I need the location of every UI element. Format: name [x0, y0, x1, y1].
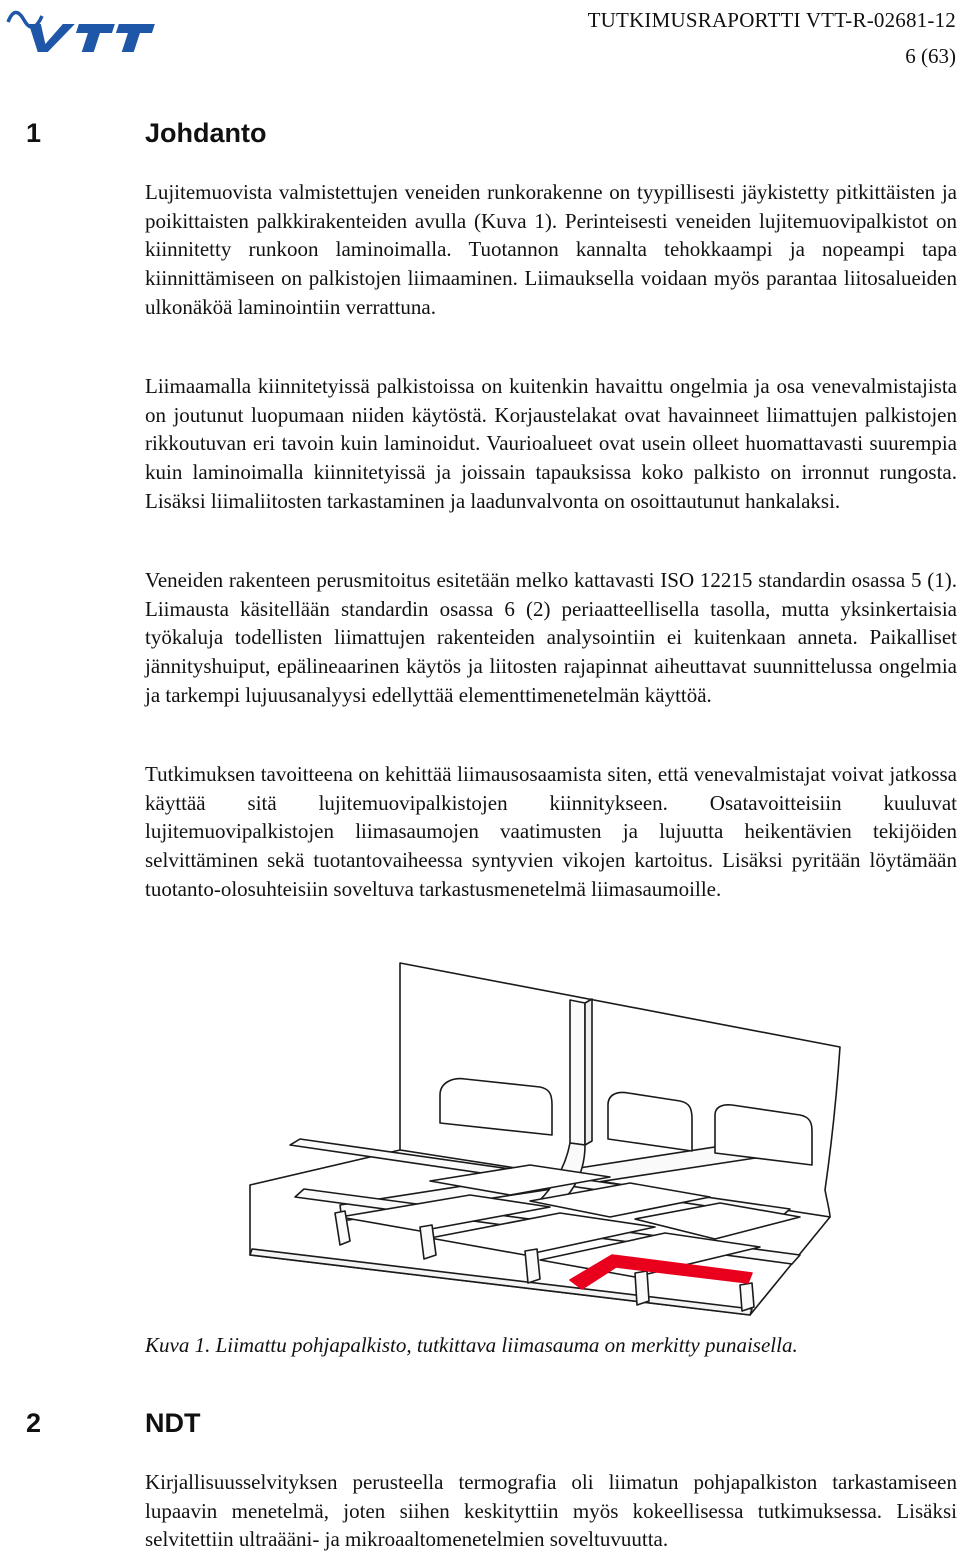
section-title: NDT [145, 1408, 201, 1438]
section-number: 1 [26, 118, 42, 148]
paragraph: Kirjallisuusselvityksen perusteella termografia oli liimatun pohjapalkiston tarkastamiseen lupaavin menetelmä, joten siihen keskityttiin myös kokeellisessa tutkimuksessa. Lisäksi selvitettiin ultraääni- ja mikroaaltomenetelmien soveltuvuutta. [145, 1470, 957, 1552]
hull-girder-figure [240, 955, 860, 1320]
paragraph: Tutkimuksen tavoitteena on kehittää liimausosaamista siten, että venevalmistajat voivat jatkossa käyttää sitä lujitemuovipalkistojen kiinnitykseen. Osatavoitteisiin kuuluvat lujitemuovipalkistojen liimasaumojen vaatimusten ja lujuutta heikentävien tekijöiden selvittäminen sekä tuotantovaiheessa syntyvien vikojen kartoitus. Lisäksi pyritään löytämään tuotanto-olosuhteisiin soveltuva tarkastusmenetelmä liimasaumoille. [145, 762, 957, 901]
section-2-heading [26, 1408, 201, 1439]
section-title: Johdanto [145, 118, 267, 148]
figure-caption: Kuva 1. Liimattu pohjapalkisto, tutkittava liimasauma on merkitty punaisella. [145, 1333, 798, 1357]
page-number: 6 (63) [905, 44, 956, 68]
paragraph: Veneiden rakenteen perusmitoitus esitetään melko kattavasti ISO 12215 standardin osassa 5 (1). Liimausta käsitellään standardin osassa 6 (2) periaatteellisella tasolla, mutta yksinkertaisia työkaluja todellisten liimattujen rakenteiden analysointiin ei kuitenkaan anneta. Paikalliset jännityshuiput, epälineaarinen käytös ja liitosten rajapinnat aiheuttavat suunnittelussa ongelmia ja tarkempi lujuusanalyysi edellyttää elementtimenetelmän käyttöä. [145, 568, 957, 707]
section-number: 2 [26, 1408, 42, 1438]
report-id: TUTKIMUSRAPORTTI VTT-R-02681-12 [587, 8, 956, 32]
paragraph: Liimaamalla kiinnitetyissä palkistoissa on kuitenkin havaittu ongelmia ja osa venevalmistajista on joutunut luopumaan niiden käytöstä. Korjaustelakat ovat havainneet liimattujen palkistojen rikkoutuvan eri tavoin kuin laminoidut. Vaurioalueet ovat usein olleet huomattavasti suurempia kuin laminoimalla kiinnitetyissä ja joissain tapauksissa koko palkisto on irronnut rungosta. Lisäksi liimaliitosten tarkastaminen ja laadunvalvonta on osoittautunut hankalaksi. [145, 374, 957, 513]
section-1-heading [26, 118, 267, 149]
vtt-logo [6, 2, 161, 54]
paragraph: Lujitemuovista valmistettujen veneiden runkorakenne on tyypillisesti jäykistetty pitkittäisten ja poikittaisten palkkirakenteiden avulla (Kuva 1). Perinteisesti veneiden lujitemuovipalkistot on kiinnitetty runkoon laminoimalla. Tuotannon kannalta tehokkaampi ja nopeampi tapa kiinnittämiseen on palkistojen liimaaminen. Liimauksella voidaan myös parantaa liitosalueiden ulkonäköä laminointiin verrattuna. [145, 180, 957, 319]
